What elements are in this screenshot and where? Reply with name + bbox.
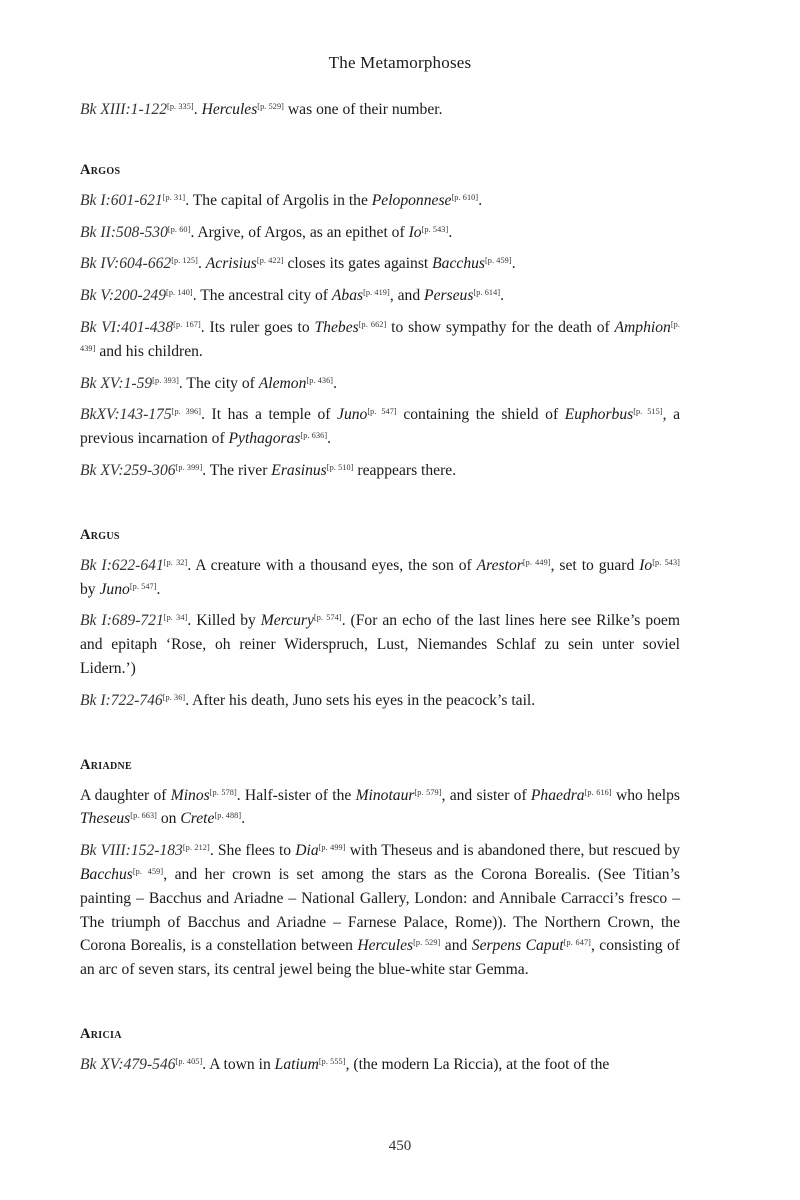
book-ref: Bk I:622-641 — [80, 556, 164, 574]
book-ref: Bk XIII:1-122 — [80, 101, 168, 118]
name-link: Acrisius — [205, 255, 257, 273]
page-ref: [p. 436] — [306, 375, 334, 385]
page-ref: [p. 543] — [652, 557, 680, 567]
name-link: Theseus — [80, 810, 131, 828]
intro-entry: Bk XIII:1-122[p. 335]. Hercules[p. 529] was one of their number. — [80, 101, 443, 118]
page-ref: [p. 555] — [318, 1056, 346, 1066]
name-link: Thebes — [314, 318, 359, 336]
page-ref: [p. 212] — [182, 843, 210, 853]
entry-heading-ariadne: Ariadne — [80, 756, 133, 773]
name-link: Hercules — [357, 937, 414, 955]
argos-entry: Bk XV:1-59[p. 393]. The city of Alemon[p. 436]. — [80, 374, 338, 392]
name-link: Erasinus — [271, 461, 327, 479]
argos-entry: Bk II:508-530[p. 60]. Argive, of Argos, as an epithet of Io[p. 543]. — [80, 223, 453, 241]
page-ref: [p. 36] — [162, 692, 186, 702]
name-link: Dia — [295, 842, 319, 860]
book-ref: Bk VI:401-438 — [80, 318, 174, 336]
page-ref: [p. 547] — [367, 407, 397, 417]
ariadne-entry: Bk VIII:152-183[p. 212]. She flees to Dia[p. 499] with Theseus and is abandoned there, but rescued by Bacchus[p. 459], and her crown is set among the stars as the Corona Borealis. (See Titian’s painting – Bacchus and Ariadne – National Gallery, London: and Annibale Carracci’s fresco – The triumph of Bacchus and Ariadne – Farnese Palace, Rome)). The Northern Crown, the Corona Borealis, is a constellation between Hercules[p. 529] and Serpens Caput[p. 647], consisting of an arc of seven stars, its central jewel being the blue-white star Gemma. — [80, 842, 680, 979]
book-ref: Bk V:200-249 — [80, 287, 167, 305]
name-link: Arestor — [476, 556, 523, 574]
book-ref: Bk I:689-721 — [80, 612, 164, 630]
book-ref: Bk XV:479-546 — [80, 1055, 176, 1073]
name-link: Mercury — [260, 612, 314, 630]
page-ref: [p. 60] — [167, 224, 191, 234]
book-ref: Bk I:601-621 — [80, 191, 163, 209]
entry-heading-argos: Argos — [80, 161, 121, 178]
name-link: Minos — [170, 786, 210, 804]
book-ref: Bk IV:604-662 — [80, 255, 172, 273]
page-ref: [p. 488] — [214, 811, 242, 821]
page-ref: [p. 510] — [326, 462, 354, 472]
name-link: Serpens Caput — [471, 937, 564, 955]
book-ref: Bk I:722-746 — [80, 691, 163, 709]
page-ref: [p. 419] — [363, 288, 390, 298]
name-link: Latium — [274, 1055, 319, 1073]
page-content — [80, 98, 680, 1085]
page-ref: [p. 459] — [484, 256, 512, 266]
page-ref: [p. 663] — [130, 811, 157, 821]
argos-entry: Bk IV:604-662[p. 125]. Acrisius[p. 422] closes its gates against Bacchus[p. 459]. — [80, 255, 516, 273]
page-ref: [p. 405] — [175, 1056, 203, 1066]
page-ref: [p. 616] — [584, 787, 612, 797]
name-link: Alemon — [258, 374, 307, 392]
page-ref: [p. 647] — [563, 938, 591, 948]
page-ref: [p. 140] — [166, 288, 193, 298]
name-link: Bacchus — [432, 255, 485, 273]
aricia-entry: Bk XV:479-546[p. 405]. A town in Latium[p. 555], (the modern La Riccia), at the foot of the — [80, 1055, 610, 1073]
page-ref: [p. 399] — [175, 462, 203, 472]
name-link: Peloponnese — [371, 191, 452, 209]
name-link: Minotaur — [355, 786, 415, 804]
page-ref: [p. 529] — [413, 938, 441, 948]
name-link: Phaedra — [530, 786, 585, 804]
page-ref: [p. 614] — [473, 288, 501, 298]
page-ref: [p. 459] — [132, 866, 164, 876]
entry-heading-aricia: Aricia — [80, 1025, 122, 1042]
page-ref: [p. 449] — [522, 557, 551, 567]
name-link: Io — [639, 556, 653, 574]
argos-entry: Bk XV:259-306[p. 399]. The river Erasinus[p. 510] reappears there. — [80, 461, 457, 479]
page-ref: [p. 515] — [633, 407, 663, 417]
book-ref: Bk XV:1-59 — [80, 374, 153, 392]
page-ref: [p. 335] — [167, 102, 194, 111]
name-link: Juno — [99, 580, 130, 598]
page-ref: [p. 547] — [129, 581, 157, 591]
entry-heading-argus: Argus — [80, 526, 120, 543]
page-number: 450 — [388, 1138, 412, 1154]
name-link: Abas — [331, 287, 364, 305]
argos-entry: Bk VI:401-438[p. 167]. Its ruler goes to Thebes[p. 662] to show sympathy for the death of Amphion[p. 439] and his children. — [80, 318, 680, 360]
page-ref: [p. 662] — [358, 319, 387, 329]
name-link: Juno — [337, 406, 368, 424]
argus-entry: Bk I:722-746[p. 36]. After his death, Juno sets his eyes in the peacock’s tail. — [80, 691, 536, 709]
argus-entry: Bk I:689-721[p. 34]. Killed by Mercury[p. 574]. (For an echo of the last lines here see Rilke’s poem and epitaph ‘Rose, oh reiner Widerspruch, Lust, Niemandes Schlaf zu sein unter soviel Lidern.’) — [80, 612, 680, 677]
page-ref: [p. 31] — [162, 192, 186, 202]
page-ref: [p. 396] — [171, 407, 202, 417]
running-title: The Metamorphoses — [328, 53, 472, 72]
name-link: Crete — [180, 810, 215, 828]
argos-entry: Bk I:601-621[p. 31]. The capital of Argolis in the Peloponnese[p. 610]. — [80, 191, 483, 209]
page-ref: [p. 125] — [171, 256, 198, 266]
argos-entry: Bk V:200-249[p. 140]. The ancestral city of Abas[p. 419], and Perseus[p. 614]. — [80, 287, 505, 305]
argos-entry: BkXV:143-175[p. 396]. It has a temple of Juno[p. 547] containing the shield of Euphorbus[p. 515], a previous incarnation of Pythagoras[p. 636]. — [80, 406, 681, 448]
name-link: Perseus — [424, 287, 474, 305]
book-ref: Bk II:508-530 — [80, 223, 168, 241]
name-link: Bacchus — [80, 865, 133, 883]
page-ref: [p. 422] — [256, 256, 284, 266]
page-ref: [p. 578] — [209, 787, 237, 797]
page-ref: [p. 167] — [173, 319, 201, 329]
book-ref: BkXV:143-175 — [80, 406, 172, 424]
name-link: Pythagoras — [228, 430, 301, 448]
page-ref: [p. 610] — [451, 192, 479, 202]
page-ref: [p. 499] — [318, 843, 346, 853]
page-ref: [p. 579] — [414, 787, 442, 797]
page-ref: [p. 439] — [80, 319, 680, 353]
page-ref: [p. 34] — [163, 613, 188, 623]
ariadne-entry: A daughter of Minos[p. 578]. Half-sister of the Minotaur[p. 579], and sister of Phaedra[p. 616] who helps Theseus[p. 663] on Crete[p. 488]. — [80, 786, 680, 828]
page-ref: [p. 529] — [257, 102, 285, 111]
page-ref: [p. 543] — [421, 224, 449, 234]
name-link: Io — [408, 223, 422, 241]
page-ref: [p. 574] — [313, 613, 342, 623]
page-ref: [p. 32] — [163, 557, 188, 567]
book-ref: Bk XV:259-306 — [80, 461, 176, 479]
page-ref: [p. 636] — [300, 431, 328, 441]
book-ref: Bk VIII:152-183 — [80, 842, 183, 860]
name-link: Hercules — [201, 101, 258, 118]
page-ref: [p. 393] — [152, 375, 179, 385]
name-link: Amphion — [614, 318, 671, 336]
name-link: Euphorbus — [564, 406, 634, 424]
argus-entry: Bk I:622-641[p. 32]. A creature with a thousand eyes, the son of Arestor[p. 449], set to guard Io[p. 543] by Juno[p. 547]. — [80, 556, 680, 598]
